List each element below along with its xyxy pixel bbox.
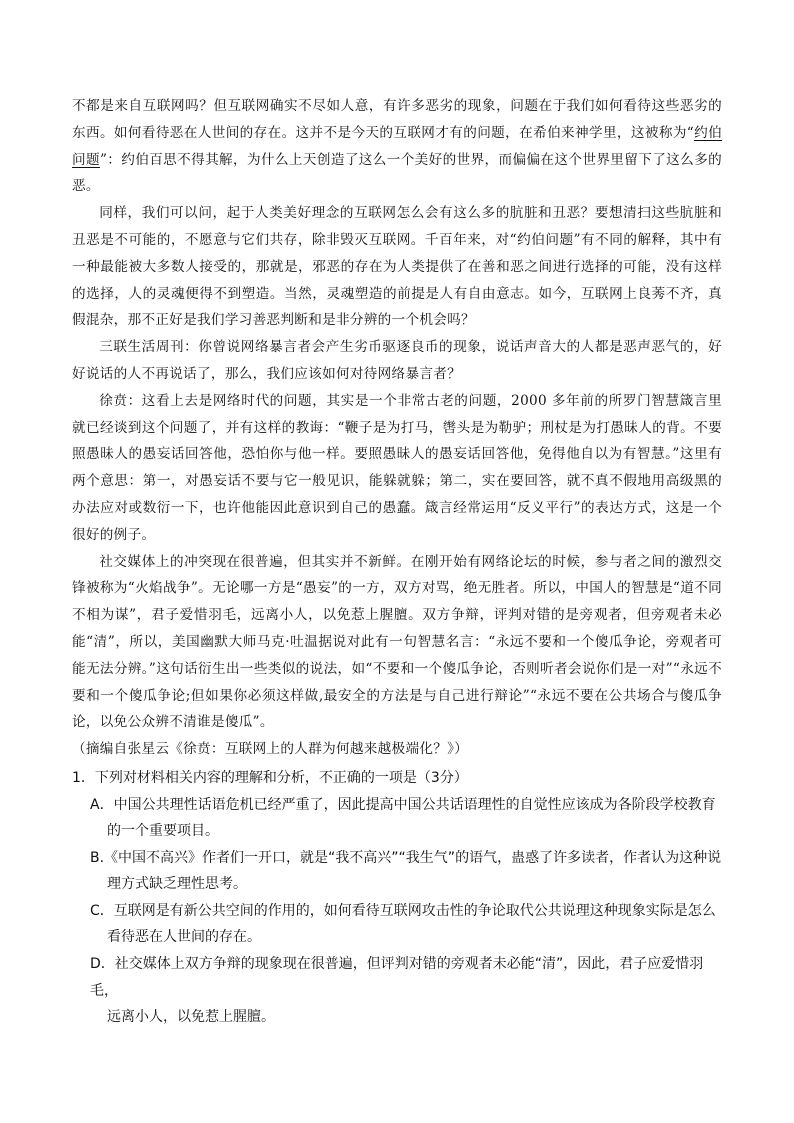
source-citation: （摘编自张星云《徐贲：互联网上的人群为何越来越极端化？》）	[72, 741, 469, 758]
underlined-term: 约伯问题	[72, 124, 722, 168]
paragraph-5: 社交媒体上的冲突现在很普遍，但其实并不新鲜。在刚开始有网络论坛的时候，参与者之间的激烈交锋被称为“火焰战争”。无论哪一方是“愚妄”的一方，双方对骂，绝无胜者。所以，中国人的智慧是“道不同不相为谋”，君子爱惜羽毛，远离小人，以免惹上腥膻。双方争辩，评判对错的是旁观者，但旁观者未必能“清”，所以，美国幽默大师马克·吐温据说对此有一句智慧名言：“永远不要和一个傻瓜争论，旁观者可能无法分辨。”这句话衍生出一些类似的说法，如“不要和一个傻瓜争论，否则听者会说你们是一对”“永远不要和一个傻瓜争论;但如果你必须这样做,最安全的方法是与自己进行辩论”“永远不要在公共场合与傻瓜争论，以免公众辨不清谁是傻瓜”。	[72, 553, 722, 731]
question-1	[72, 765, 722, 1031]
option-a: A．中国公共理性话语危机已经严重了，因此提高中国公共话语理性的自觉性应该成为各阶段学校教育 的一个重要项目。	[90, 796, 716, 840]
paragraph-2: 同样，我们可以问，起于人类美好理念的互联网怎么会有这么多的肮脏和丑恶？要想清扫这些肮脏和丑恶是不可能的，不愿意与它们共存，除非毁灭互联网。千百年来，对“约伯问题”有不同的解释，其中有一种最能被大多数人接受的，那就是，邪恶的存在为人类提供了在善和恶之间进行选择的可能，没有这样的选择，人的灵魂便得不到塑造。当然，灵魂塑造的前提是人有自由意志。如今，互联网上良莠不齐，真假混杂，那不正好是我们学习善恶判断和是非分辨的一个机会吗？	[72, 205, 722, 329]
reading-passage	[72, 93, 722, 763]
paragraph-3: 三联生活周刊：你曾说网络暴言者会产生劣币驱逐良币的现象，说话声音大的人都是恶声恶气的，好好说话的人不再说话了，那么，我们应该如何对待网络暴言者？	[72, 339, 722, 382]
option-d: D．社交媒体上双方争辩的现象现在很普遍，但评判对错的旁观者未必能“清”，因此，君子应爱惜羽毛， 远离小人，以免惹上腥膻。	[90, 956, 704, 1026]
question-stem: 1．下列对材料相关内容的理解和分析，不正确的一项是（3分）	[72, 769, 468, 786]
option-b: B.《中国不高兴》作者们一开口，就是“我不高兴”“我生气”的语气，蛊惑了许多读者，作者认为这种说 理方式缺乏理性思考。	[90, 849, 722, 893]
paragraph-1-text-b: ”：约伯百思不得其解，为什么上天创造了这么一个美好的世界，而偏偏在这个世界里留下了这么多的恶。	[72, 151, 722, 195]
paragraph-1	[72, 93, 722, 200]
paragraph-4: 徐贲：这看上去是网络时代的问题，其实是一个非常古老的问题，2000 多年前的所罗门智慧箴言里就已经谈到这个问题了，并有这样的教诲：“鞭子是为打马，辔头是为勒驴；刑杖是为打愚昧人的背。不要照愚昧人的愚妄话回答他，恐怕你与他一样。要照愚昧人的愚妄话回答他，免得他自以为有智慧。”这里有两个意思：第一，对愚妄话不要与它一般见识，能躲就躲；第二，实在要回答，就不真不假地用高级黑的办法应对或数衍一下，也许他能因此意识到自己的愚蠢。箴言经常运用“反义平行”的表达方式，这是一个很好的例子。	[72, 392, 722, 543]
option-c: C．互联网是有新公共空间的作用的，如何看待互联网攻击性的争论取代公共说理这种现象实际是怎么 看待恶在人世间的存在。	[90, 902, 716, 946]
paragraph-1-text-a: 不都是来自互联网吗？但互联网确实不尽如人意，有许多恶劣的现象，问题在于我们如何看待这些恶劣的东西。如何看待恶在人世间的存在。这并不是今天的互联网才有的问题，在希伯来神学里，这被称为“	[72, 98, 722, 141]
